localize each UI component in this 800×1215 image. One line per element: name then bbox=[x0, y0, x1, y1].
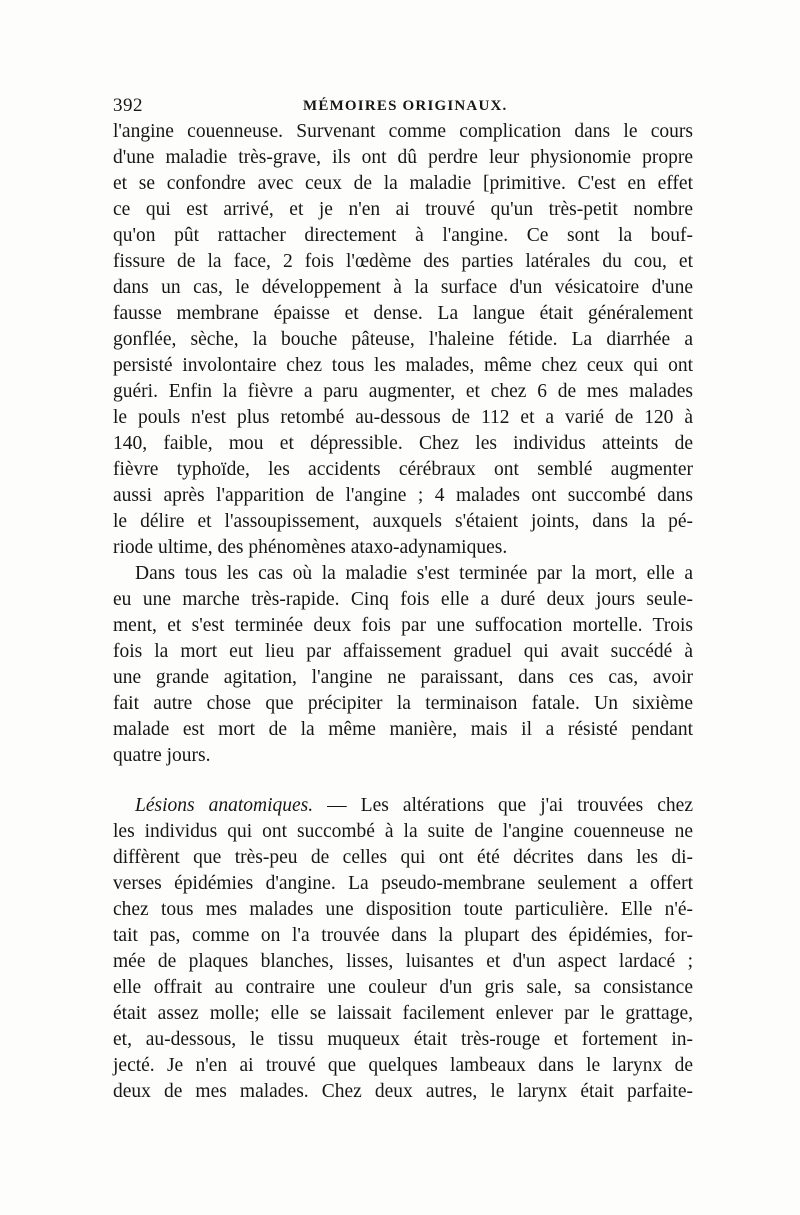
text-line: qu'on pût rattacher directement à l'angine. Ce sont la bouf- bbox=[113, 225, 693, 246]
text-line: jecté. Je n'en ai trouvé que quelques lambeaux dans le larynx de bbox=[113, 1055, 693, 1076]
text-line: gonflée, sèche, la bouche pâteuse, l'haleine fétide. La diarrhée a bbox=[113, 329, 693, 350]
text-line: fausse membrane épaisse et dense. La langue était généralement bbox=[113, 303, 693, 324]
text-line: fait autre chose que précipiter la terminaison fatale. Un sixième bbox=[113, 693, 693, 714]
text-line: dans un cas, le développement à la surface d'un vésicatoire d'une bbox=[113, 277, 693, 298]
text-line: eu une marche très-rapide. Cinq fois elle a duré deux jours seule- bbox=[113, 589, 693, 610]
text-line: le délire et l'assoupissement, auxquels s'étaient joints, dans la pé- bbox=[113, 511, 693, 532]
text-line: quatre jours. bbox=[113, 745, 211, 766]
text-line: malade est mort de la même manière, mais il a résisté pendant bbox=[113, 719, 693, 740]
section-first-line bbox=[113, 793, 693, 819]
text-line: fissure de la face, 2 fois l'œdème des parties latérales du cou, et bbox=[113, 251, 693, 272]
text-line: le pouls n'est plus retombé au-dessous de 112 et a varié de 120 à bbox=[113, 407, 693, 428]
text-line: ce qui est arrivé, et je n'en ai trouvé qu'un très-petit nombre bbox=[113, 199, 693, 220]
text-line: guéri. Enfin la fièvre a paru augmenter, et chez 6 de mes malades bbox=[113, 381, 693, 402]
section-spacer bbox=[113, 769, 693, 793]
text-line: une grande agitation, l'angine ne paraissant, dans ces cas, avoir bbox=[113, 667, 693, 688]
text-line: mée de plaques blanches, lisses, luisantes et d'un aspect lardacé ; bbox=[113, 951, 693, 972]
page-number: 392 bbox=[113, 95, 143, 116]
text-line: ment, et s'est terminée deux fois par une suffocation mortelle. Trois bbox=[113, 615, 693, 636]
text-line: 140, faible, mou et dépressible. Chez les individus atteints de bbox=[113, 433, 693, 454]
text-line: elle offrait au contraire une couleur d'un gris sale, sa consistance bbox=[113, 977, 693, 998]
section-lesions bbox=[113, 793, 693, 1105]
paragraph-2 bbox=[113, 561, 693, 769]
text-line: l'angine couenneuse. Survenant comme complication dans le cours bbox=[113, 121, 693, 142]
text-line: fois la mort eut lieu par affaissement graduel qui avait succédé à bbox=[113, 641, 693, 662]
running-title: MÉMOIRES ORIGINAUX. bbox=[303, 98, 508, 114]
body-text bbox=[113, 119, 693, 1105]
text-line: et, au-dessous, le tissu muqueux était très-rouge et fortement in- bbox=[113, 1029, 693, 1050]
text-line: et se confondre avec ceux de la maladie [primitive. C'est en effet bbox=[113, 173, 693, 194]
text-line: diffèrent que très-peu de celles qui ont été décrites dans les di- bbox=[113, 847, 693, 868]
text-line: tait pas, comme on l'a trouvée dans la plupart des épidémies, for- bbox=[113, 925, 693, 946]
text-line: riode ultime, des phénomènes ataxo-adynamiques. bbox=[113, 537, 508, 558]
section-heading: Lésions anatomiques. bbox=[135, 795, 314, 816]
text-line: aussi après l'apparition de l'angine ; 4 malades ont succombé dans bbox=[113, 485, 693, 506]
paragraph-1 bbox=[113, 119, 693, 561]
text-line: deux de mes malades. Chez deux autres, le larynx était parfaite- bbox=[113, 1081, 693, 1102]
text-line: verses épidémies d'angine. La pseudo-membrane seulement a offert bbox=[113, 873, 693, 894]
text-line: chez tous mes malades une disposition toute particulière. Elle n'é- bbox=[113, 899, 693, 920]
text-line: était assez molle; elle se laissait facilement enlever par le grattage, bbox=[113, 1003, 693, 1024]
text-line: d'une maladie très-grave, ils ont dû perdre leur physionomie propre bbox=[113, 147, 693, 168]
text-line: persisté involontaire chez tous les malades, même chez ceux qui ont bbox=[113, 355, 693, 376]
text-line: Dans tous les cas où la maladie s'est terminée par la mort, elle a bbox=[135, 563, 693, 584]
text-line: fièvre typhoïde, les accidents cérébraux ont semblé augmenter bbox=[113, 459, 693, 480]
text-line: les individus qui ont succombé à la suite de l'angine couenneuse ne bbox=[113, 821, 693, 842]
section-first-line-text: — Les altérations que j'ai trouvées chez bbox=[313, 795, 693, 816]
